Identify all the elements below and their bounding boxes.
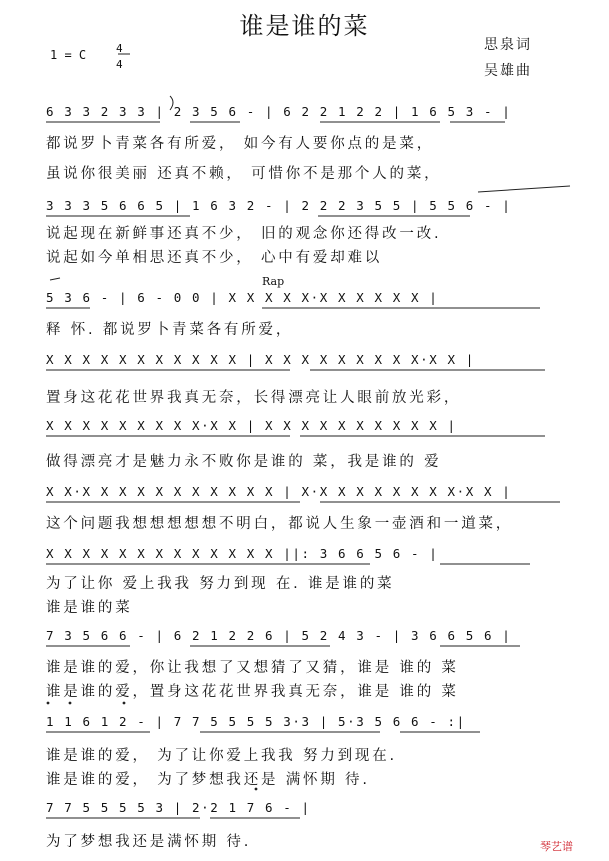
tie-mark [170, 96, 173, 110]
lyrics-line: 置身这花花世界我真无奈，长得漂亮让人眼前放光彩， [46, 390, 462, 406]
tie-mark [50, 278, 60, 280]
tie-mark [478, 186, 570, 192]
notes-line: 7 7 5 5 5 5 3 | 2·2 1 7 6 - | [46, 800, 311, 815]
octave-dot [123, 702, 126, 705]
lyrics-line: 这个问题我想想想想想不明白，都说人生象一壶酒和一道菜， [46, 516, 514, 532]
lyrics-line: 谁是谁的爱，置身这花花世界我真无奈，谁是 谁的 菜 [46, 684, 459, 700]
composer-credit: 吴雄曲 [484, 63, 532, 79]
notes-line: X X X X X X X X X X X X X ||: 3 6 6 5 6 - | [46, 546, 439, 561]
lyrics-line: 谁是谁的爱，你让我想了又想猜了又猜，谁是 谁的 菜 [46, 660, 459, 676]
octave-dot [255, 788, 258, 791]
notes-line: 5 3 6 - | 6 - 0 0 | X X X X X·X X X X X X | [46, 290, 439, 305]
lyrics-line: 做得漂亮才是魅力永不败你是谁的 菜，我是谁的 爱 [46, 454, 442, 470]
lyrics-line: 虽说你很美丽 还真不赖， 可惜你不是那个人的菜， [46, 166, 442, 182]
notes-line: 7 3 5 6 6 - | 6 2 1 2 2 6 | 5 2 4 3 - | 3 6 6 5 6 | [46, 628, 512, 643]
time-signature-top: 4 [116, 42, 123, 55]
lyrics-line: 谁是谁的菜 [46, 600, 133, 616]
octave-dot [47, 702, 50, 705]
key-signature: 1 = C [50, 48, 87, 62]
lyricist-credit: 思泉词 [484, 37, 532, 53]
lyrics-line: 谁是谁的爱， 为了让你爱上我我 努力到现在. [46, 748, 397, 764]
notes-line: X X·X X X X X X X X X X X | X·X X X X X X X X·X X | [46, 484, 512, 499]
lyrics-line: 谁是谁的爱， 为了梦想我还是 满怀期 待. [46, 772, 370, 788]
notes-line: 1 1 6 1 2 - | 7 7 5 5 5 5 3·3 | 5·3 5 6 6 - :| [46, 714, 466, 729]
lyrics-line: 说起如今单相思还真不少， 心中有爱却难以 [46, 250, 383, 266]
song-title: 谁是谁的菜 [239, 12, 370, 40]
rap-marker: Rap [262, 275, 285, 288]
time-signature-bottom: 4 [116, 58, 123, 71]
lyrics-line: 为了让你 爱上我我 努力到现 在. 谁是谁的菜 [46, 576, 395, 592]
lyrics-line: 都说罗卜青菜各有所爱， 如今有人要你点的是菜， [46, 136, 435, 152]
site-watermark: 琴艺谱 [540, 840, 573, 853]
notes-line: 6 3 3 2 3 3 | 2 3 5 6 - | 6 2 2 1 2 2 | 1 6 5 3 - | [46, 104, 512, 119]
lyrics-line: 释 怀. 都说罗卜青菜各有所爱， [46, 322, 294, 338]
notes-line: X X X X X X X X X X X | X X X X X X X X X·X X | [46, 352, 475, 367]
notes-line: 3 3 3 5 6 6 5 | 1 6 3 2 - | 2 2 2 3 5 5 | 5 5 6 - | [46, 198, 512, 213]
lyrics-line: 说起现在新鲜事还真不少， 旧的观念你还得改一改. [46, 226, 442, 242]
notes-line: X X X X X X X X X·X X | X X X X X X X X X X | [46, 418, 457, 433]
octave-dot [69, 702, 72, 705]
lyrics-line: 为了梦想我还是满怀期 待. [46, 834, 252, 850]
